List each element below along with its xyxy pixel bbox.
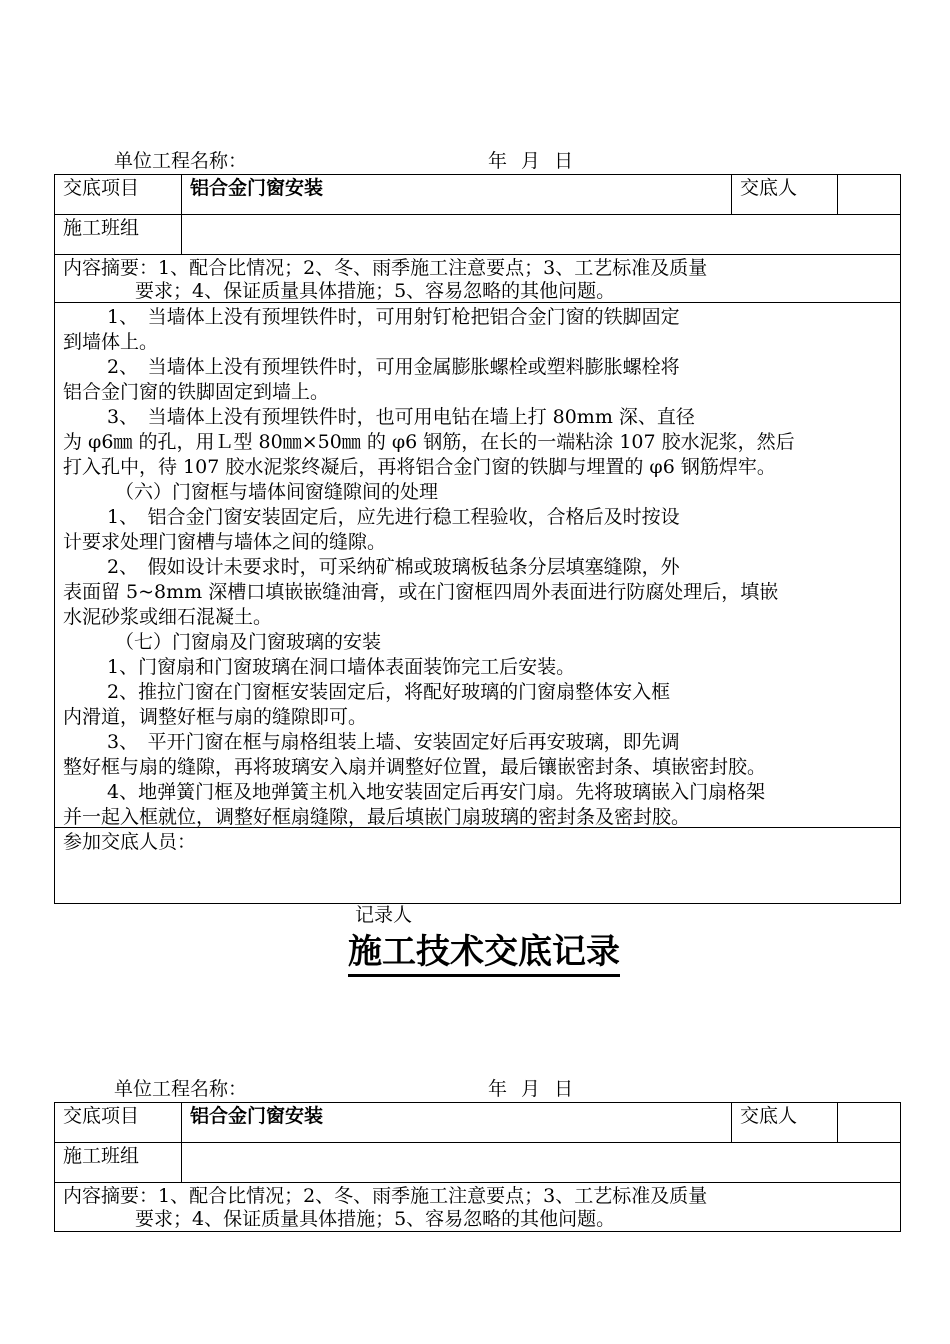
presenter-label: 交底人 [731,175,837,214]
presenter-label: 交底人 [731,1103,837,1142]
body-line: 1、门窗扇和门窗玻璃在洞口墙体表面装饰完工后安装。 [107,656,576,678]
unit-name-label-2: 单位工程名称： [114,1078,248,1100]
section-heading: （六）门窗框与墙体间窗缝隙间的处理 [115,481,439,503]
body-line: 2、 当墙体上没有预埋铁件时，可用金属膨胀螺栓或塑料膨胀螺栓将 [107,356,680,378]
body-line: 水泥砂浆或细石混凝土。 [63,606,273,628]
body-line: 到墙体上。 [63,331,159,353]
body-line: 并一起入框就位，调整好框扇缝隙，最后填嵌门扇玻璃的密封条及密封胶。 [63,806,691,828]
body-line: 为 φ6㎜ 的孔，用Ｌ型 80㎜×50㎜ 的 φ6 钢筋，在长的一端粘涂 107 胶水泥浆，然后 [63,431,795,453]
body-line: 4、地弹簧门框及地弹簧主机入地安装固定后再安门扇。先将玻璃嵌入门扇格架 [107,781,766,803]
body-line: 3、 平开门窗在框与扇格组装上墙、安装固定好后再安玻璃，即先调 [107,731,680,753]
team-label: 施工班组 [63,217,140,239]
project-value: 铝合金门窗安装 [181,1103,731,1142]
team-value [181,1143,900,1182]
team-row [55,215,900,255]
content-body [55,303,900,828]
project-row [55,1103,900,1143]
team-value [181,215,900,254]
summary-line-2: 要求；4、保证质量具体措施；5、容易忽略的其他问题。 [135,280,616,302]
summary-line-1: 内容摘要：1、配合比情况；2、冬、雨季施工注意要点；3、工艺标准及质量 [63,257,708,279]
participants-label: 参加交底人员： [63,831,197,853]
summary-row [55,255,900,303]
recorder-label: 记录人 [355,904,413,926]
summary-row [55,1183,900,1231]
body-line: 表面留 5~8mm 深槽口填嵌嵌缝油膏，或在门窗框四周外表面进行防腐处理后，填嵌 [63,581,779,603]
section-heading: （七）门窗扇及门窗玻璃的安装 [115,631,382,653]
body-line: 铝合金门窗的铁脚固定到墙上。 [63,381,330,403]
project-value: 铝合金门窗安装 [181,175,731,214]
team-row [55,1143,900,1183]
project-label: 交底项目 [63,1105,140,1127]
summary-line-1: 内容摘要：1、配合比情况；2、冬、雨季施工注意要点；3、工艺标准及质量 [63,1185,708,1207]
body-line: 内滑道，调整好框与扇的缝隙即可。 [63,706,368,728]
page-title: 施工技术交底记录 [348,930,620,977]
date-label-2: 年 月 日 [488,1078,574,1100]
record-table-2 [54,1102,901,1232]
body-line: 2、推拉门窗在门窗框安装固定后，将配好玻璃的门窗扇整体安入框 [107,681,671,703]
participants-row [55,828,900,903]
body-line: 1、 当墙体上没有预埋铁件时，可用射钉枪把铝合金门窗的铁脚固定 [107,306,680,328]
project-label: 交底项目 [63,177,140,199]
presenter-value [837,175,900,214]
body-line: 1、 铝合金门窗安装固定后，应先进行稳工程验收，合格后及时按设 [107,506,680,528]
presenter-value [837,1103,900,1142]
body-line: 3、 当墙体上没有预埋铁件时，也可用电钻在墙上打 80mm 深、直径 [107,406,695,428]
team-label: 施工班组 [63,1145,140,1167]
body-line: 计要求处理门窗槽与墙体之间的缝隙。 [63,531,387,553]
record-table-1 [54,174,901,904]
date-label: 年 月 日 [488,150,574,172]
body-line: 2、 假如设计未要求时，可采纳矿棉或玻璃板毡条分层填塞缝隙，外 [107,556,680,578]
project-row [55,175,900,215]
summary-line-2: 要求；4、保证质量具体措施；5、容易忽略的其他问题。 [135,1208,616,1230]
unit-name-label: 单位工程名称： [114,150,248,172]
body-line: 打入孔中，待 107 胶水泥浆终凝后，再将铝合金门窗的铁脚与埋置的 φ6 钢筋焊牢。 [63,456,776,478]
body-line: 整好框与扇的缝隙，再将玻璃安入扇并调整好位置，最后镶嵌密封条、填嵌密封胶。 [63,756,767,778]
